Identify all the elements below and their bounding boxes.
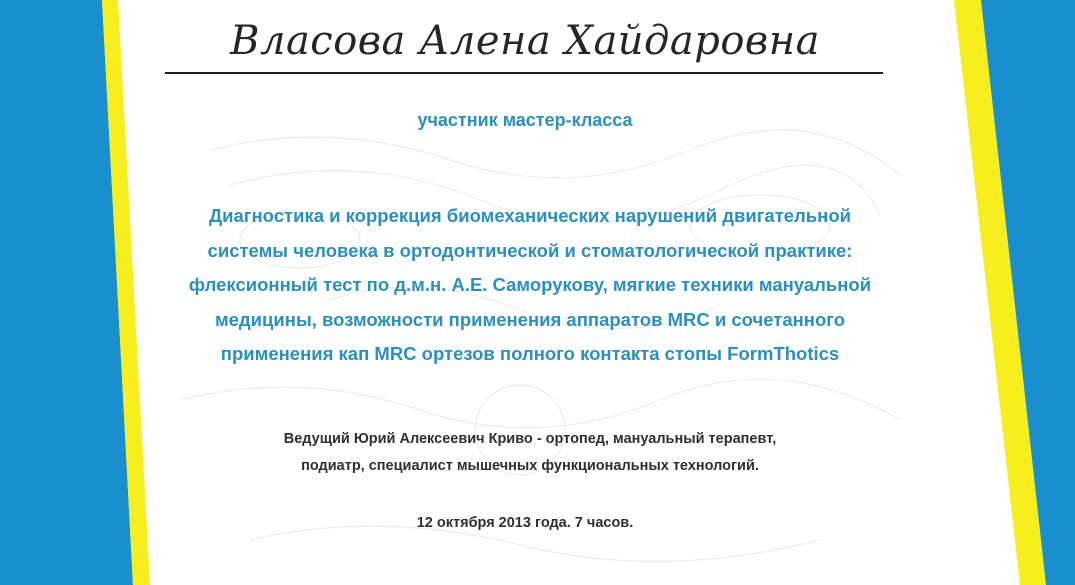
course-title-line: флексионный тест по д.м.н. А.Е. Саморукову, мягкие техники мануальной <box>188 274 872 295</box>
course-title-line: медицины, возможности применения аппаратов MRC и сочетанного <box>214 308 846 330</box>
presenter-info <box>200 426 860 480</box>
event-date-duration: 12 октября 2013 года. 7 часов. <box>416 515 634 531</box>
presenter-line: Ведущий Юрий Алексеевич Криво - ортопед, мануальный терапевт, <box>283 431 777 447</box>
course-title <box>140 199 920 372</box>
course-title-line: системы человека в ортодонтической и стоматологической практике: <box>207 239 853 261</box>
course-title-line: Диагностика и коррекция биомеханических нарушений двигательной <box>208 205 852 226</box>
recipient-name: Власова Алена Хайдаровна <box>230 18 820 64</box>
recipient-underline <box>165 72 883 74</box>
participant-role: участник мастер-класса <box>417 110 633 130</box>
course-title-line: применения кап MRC ортезов полного контакта стопы FormThotics <box>220 343 840 364</box>
presenter-line: подиатр, специалист мышечных функциональных технологий. <box>301 458 759 474</box>
